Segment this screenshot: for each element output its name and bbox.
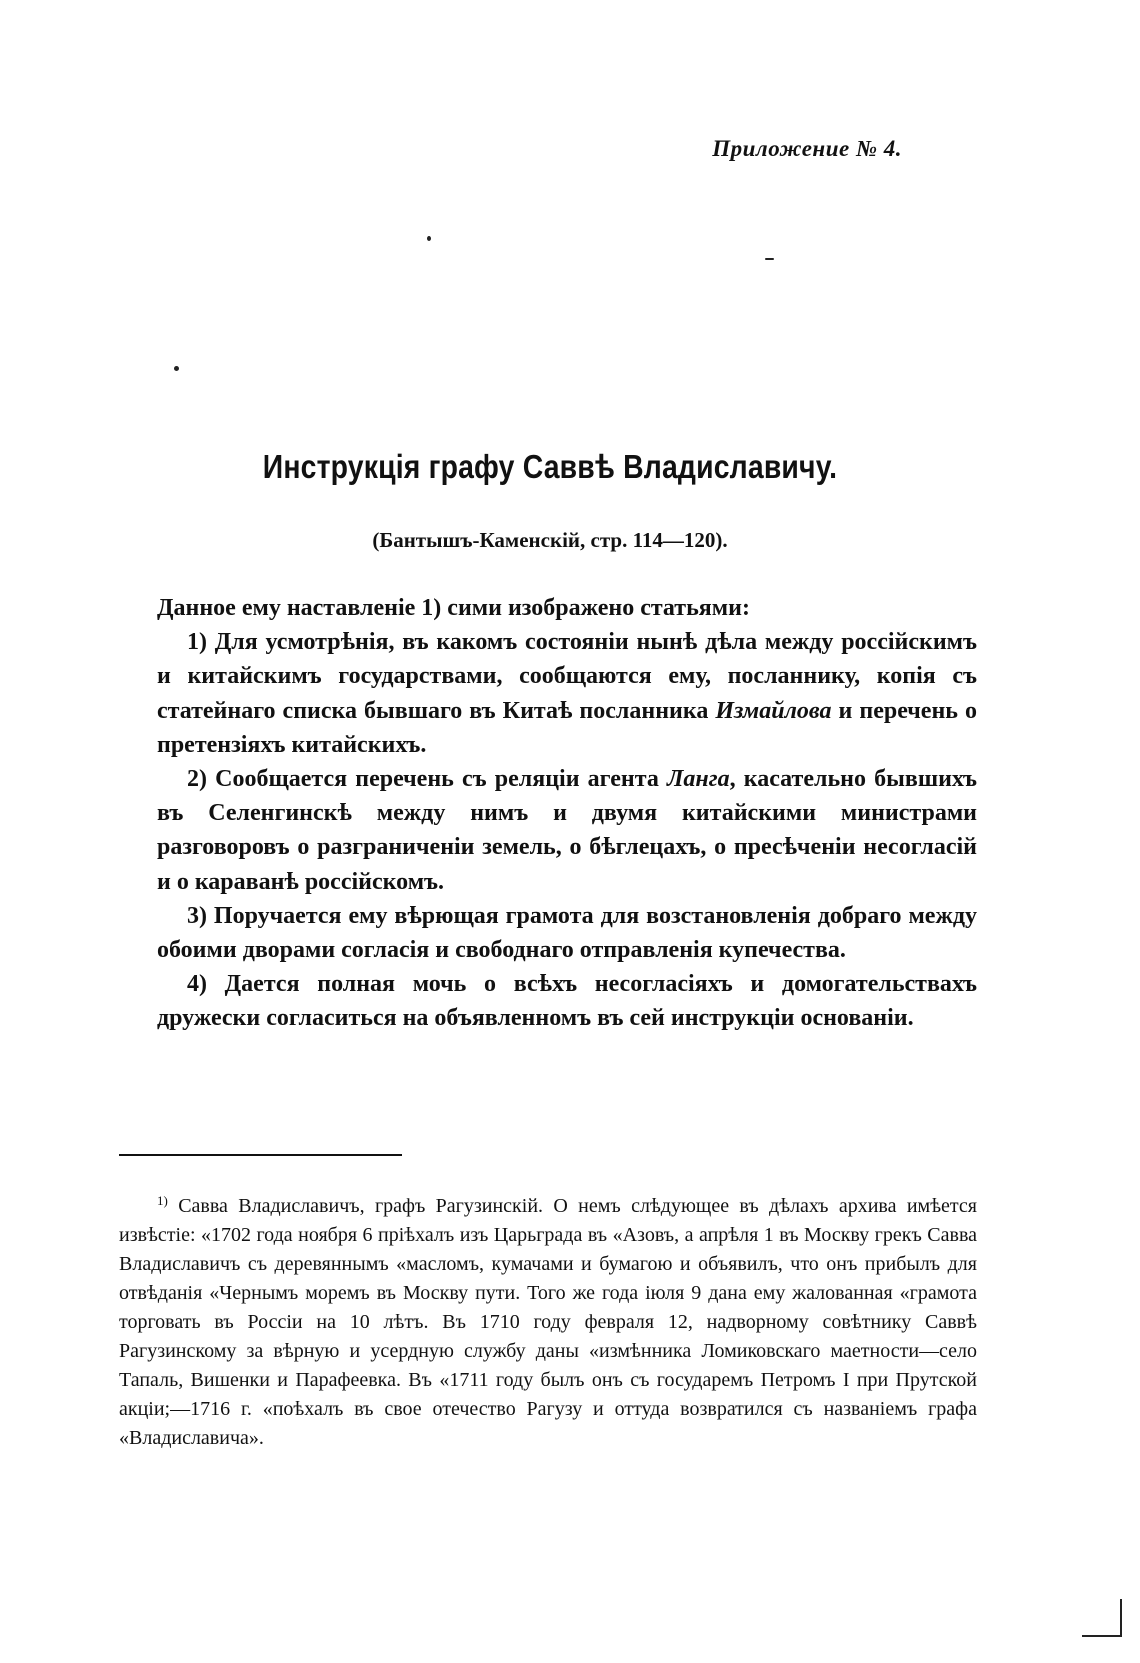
- article-2-text: 2) Сообщается перечень съ реляціи агента: [187, 766, 667, 793]
- appendix-number: Приложение № 4.: [712, 136, 902, 161]
- article-4: 4) Дается полная мочь о всѣхъ несогласіяхъ и домогательствахъ дружески согласиться на объявленномъ въ сей инструкціи основаніи.: [157, 971, 977, 1032]
- footnote: [119, 1186, 977, 1453]
- instruction-body: [157, 591, 977, 1036]
- article-1-end: и перечень о претензіяхъ китайскихъ.: [157, 697, 978, 758]
- document-title: Инструкція графу Саввѣ Владиславичу.: [262, 448, 838, 485]
- source-citation: (Бантышъ-Каменскій, стр. 114—120).: [372, 528, 728, 552]
- article-2-name: Ланга: [666, 766, 730, 793]
- article-1-text: 1) Для усмотрѣнія, въ какомъ состояніи нынѣ дѣла между россійскимъ и китайскимъ государствами, сообщаются ему, посланнику, копія съ статейнаго списка бывшаго въ Китаѣ посланника: [157, 629, 977, 724]
- ink-speck: [174, 366, 179, 371]
- footnote-separator: [119, 1154, 402, 1156]
- article-1-name: Измайлова: [715, 697, 832, 724]
- footnote-paragraph: [119, 1186, 977, 1453]
- article-2-end: , касательно бывшихъ въ Селенгинскѣ между нимъ и двумя китайскими министрами разговоровъ о разграниченіи земель, о бѣглецахъ, о пресѣченіи несогласій и о караванѣ россійскомъ.: [157, 766, 977, 895]
- ink-speck: [427, 236, 431, 241]
- intro-paragraph: Данное ему наставленіе 1) сими изображено статьями:: [157, 595, 750, 621]
- article-1: [157, 625, 977, 762]
- footnote-text: Савва Владиславичъ, графъ Рагузинскій. О немъ слѣдующее въ дѣлахъ архива имѣется извѣстіе: «1702 года ноября 6 пріѣхалъ изъ Царьграда въ «Азовъ, а апрѣля 1 въ Москву грекъ Савва Владиславичъ съ деревяннымъ «масломъ, кумачами и бумагою и объявилъ, что онъ прибылъ для отвѣданія «Чернымъ моремъ въ Москву пути. Того же года іюля 9 дана ему жалованная «грамота торговать въ Россіи на 10 лѣтъ. Въ 1710 году февраля 12, надворному совѣтнику Саввѣ Рагузинскому за вѣрную и усердную службу даны «измѣнника Ломиковскаго маетности—село Тапаль, Вишенки и Парафеевка. Въ «1711 году былъ онъ съ государемъ Петромъ I при Прутской акціи;—1716 г. «поѣхалъ въ свое отечество Рагузу и оттуда возвратился съ названіемъ графа «Владиславича».: [119, 1195, 977, 1449]
- page-corner-mark: [1082, 1599, 1122, 1637]
- footnote-marker: 1): [157, 1193, 168, 1208]
- article-2: [157, 762, 977, 899]
- ink-speck: [765, 258, 774, 260]
- article-3: 3) Поручается ему вѣрющая грамота для возстановленія добраго между обоими дворами согласія и свободнаго отправленія купечества.: [157, 902, 977, 964]
